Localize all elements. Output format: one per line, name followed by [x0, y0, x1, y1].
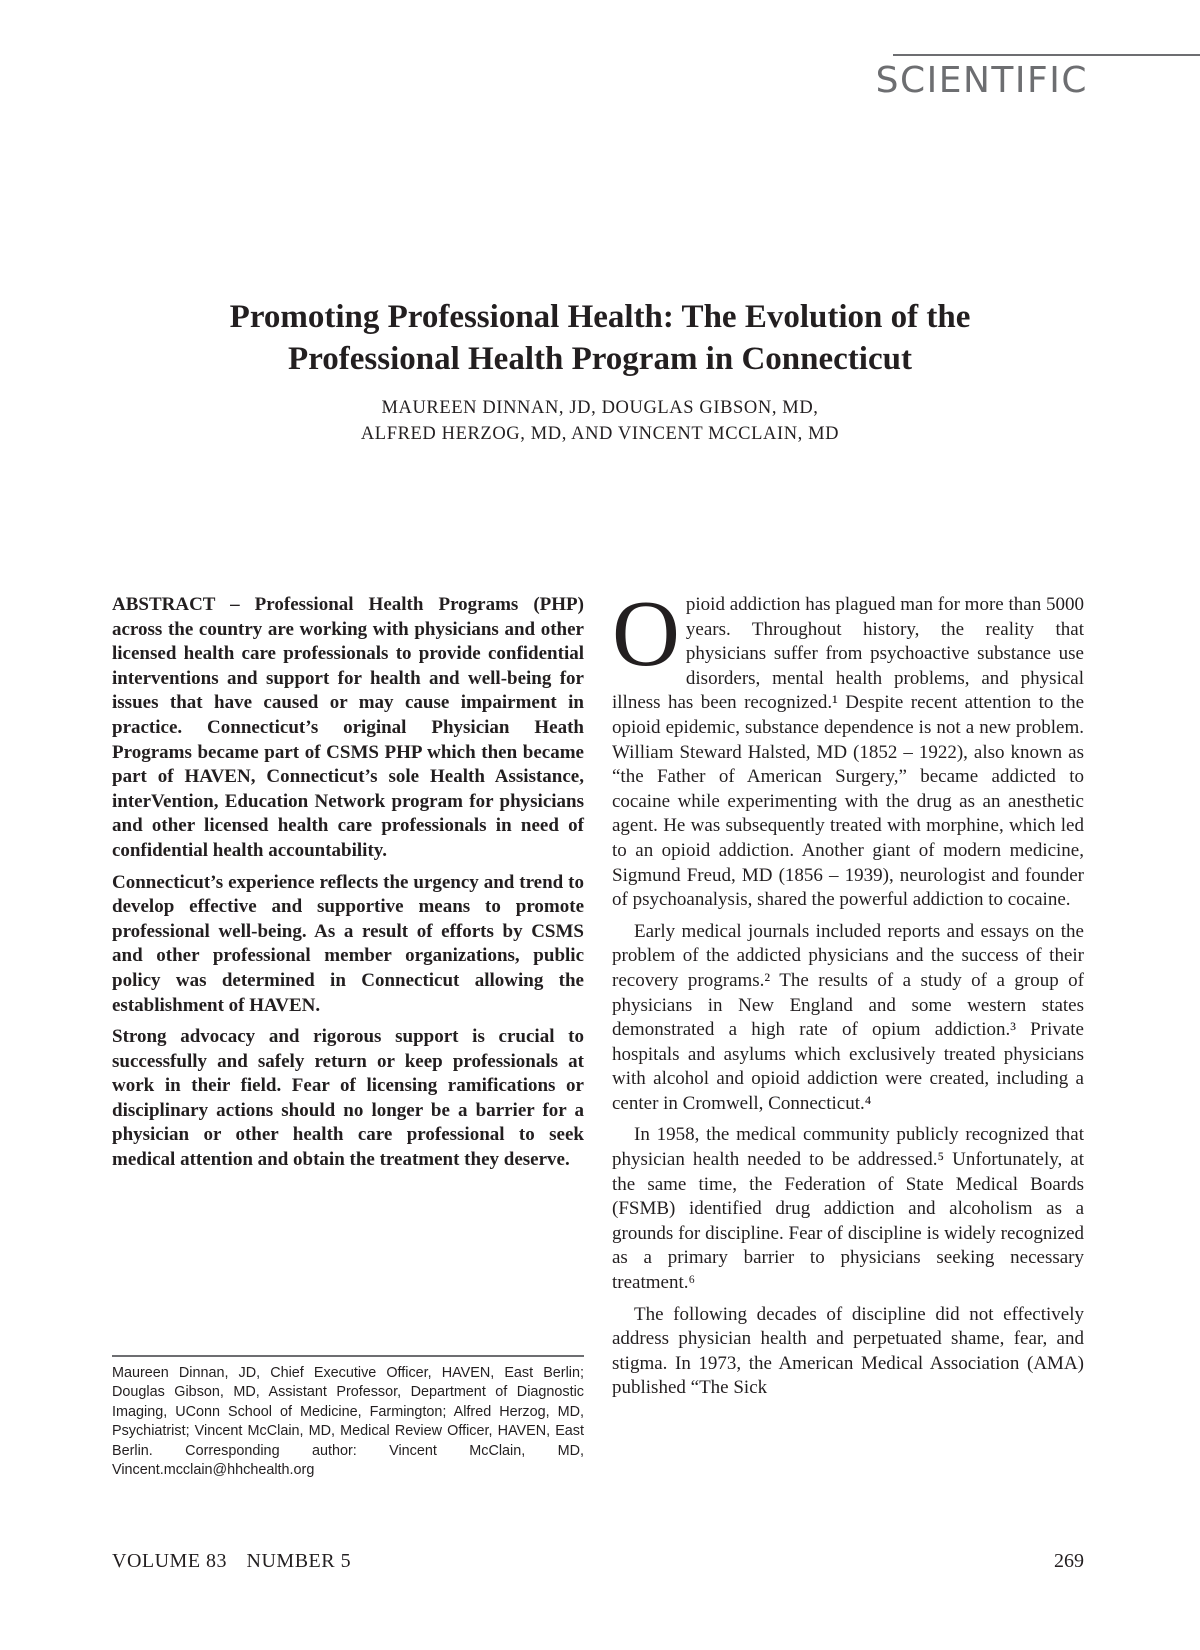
- abstract-paragraph: Strong advocacy and rigorous support is crucial to successfully and safely return or keep professionals at work in their field. Fear of licensing ramifications or disciplinary actions should no longer be a barrier for a physician or other health care professional to seek medical attention and obtain the treatment they deserve.: [112, 1026, 584, 1171]
- author-line: ALFRED HERZOG, MD, AND VINCENT MCCLAIN, MD: [360, 424, 840, 444]
- drop-cap: O: [612, 582, 680, 686]
- body-column: [612, 582, 1084, 1408]
- body-paragraph: The following decades of discipline did not effectively address physician health and perpetuated shame, fear, and stigma. In 1973, the American Medical Association (AMA) published “The Sick: [612, 1303, 1084, 1399]
- section-header-rule: [893, 54, 1200, 56]
- author-list: [140, 395, 1060, 447]
- volume-label: VOLUME 83: [112, 1550, 228, 1572]
- body-paragraph: In 1958, the medical community publicly recognized that physician health needed to be addressed.⁵ Unfortunately, at the same time, the Federation of State Medical Boards (FSMB) identified drug addiction and alcoholism as a grounds for discipline. Fear of discipline is widely recognized as a primary barrier to physicians seeking necessary treatment.⁶: [612, 1124, 1084, 1294]
- body-paragraph-text: pioid addiction has plagued man for more than 5000 years. Throughout history, the reality that physicians suffer from psychoactive substance use disorders, mental health problems, and physical illness has been recognized.¹ Despite recent attention to the opioid epidemic, substance dependence is not a new problem. William Steward Halsted, MD (1852 – 1922), also known as “the Father of American Surgery,” became addicted to cocaine while experimenting with the drug as an anesthetic agent. He was subsequently treated with morphine, which led to an opioid addiction. Another giant of modern medicine, Sigmund Freud, MD (1856 – 1939), neurologist and founder of psychoanalysis, shared the powerful addiction to cocaine.: [612, 594, 1084, 911]
- page-number: 269: [1054, 1550, 1084, 1572]
- footnote-rule: [112, 1355, 584, 1357]
- article-title-line: Professional Health Program in Connecticut: [288, 341, 912, 377]
- section-label: SCIENTIFIC: [875, 60, 1088, 101]
- issue-number-label: NUMBER 5: [246, 1550, 352, 1572]
- author-line: MAUREEN DINNAN, JD, DOUGLAS GIBSON, MD,: [381, 398, 819, 418]
- journal-issue: [112, 1550, 365, 1573]
- author-affiliations-footnote: Maureen Dinnan, JD, Chief Executive Officer, HAVEN, East Berlin; Douglas Gibson, MD, Assistant Professor, Department of Diagnostic Imaging, UConn School of Medicine, Farmington; Alfred Herzog, MD, Psychiatrist; Vincent McClain, MD, Medical Review Officer, HAVEN, East Berlin. Corresponding author: Vincent McClain, MD, Vincent.mcclain@hhchealth.org: [112, 1365, 584, 1479]
- body-paragraph: Early medical journals included reports and essays on the problem of the addicted physicians and the success of their recovery programs.² The results of a study of a group of physicians in New England and some western states demonstrated a high rate of opium addiction.³ Private hospitals and asylums which exclusively treated physicians with alcohol and opioid addiction were created, including a center in Cromwell, Connecticut.⁴: [612, 920, 1084, 1114]
- abstract-paragraph: Connecticut’s experience reflects the urgency and trend to develop effective and supportive means to promote professional well-being. As a result of efforts by CSMS and other professional member organizations, public policy was determined in Connecticut allowing the establishment of HAVEN.: [112, 871, 584, 1016]
- abstract-paragraph: ABSTRACT – Professional Health Programs (PHP) across the country are working with physicians and other licensed health care professionals to provide confidential interventions and support for health and well-being for issues that have caused or may cause impairment in practice. Connecticut’s original Physician Heath Programs became part of CSMS PHP which then became part of HAVEN, Connecticut’s sole Health Assistance, interVention, Education Network program for physicians and other licensed health care professionals in need of confidential health accountability.: [112, 594, 584, 861]
- article-title-line: Promoting Professional Health: The Evolution of the: [229, 299, 971, 335]
- abstract: [112, 593, 584, 1180]
- body-paragraph: [612, 582, 1084, 913]
- article-title: [140, 296, 1060, 380]
